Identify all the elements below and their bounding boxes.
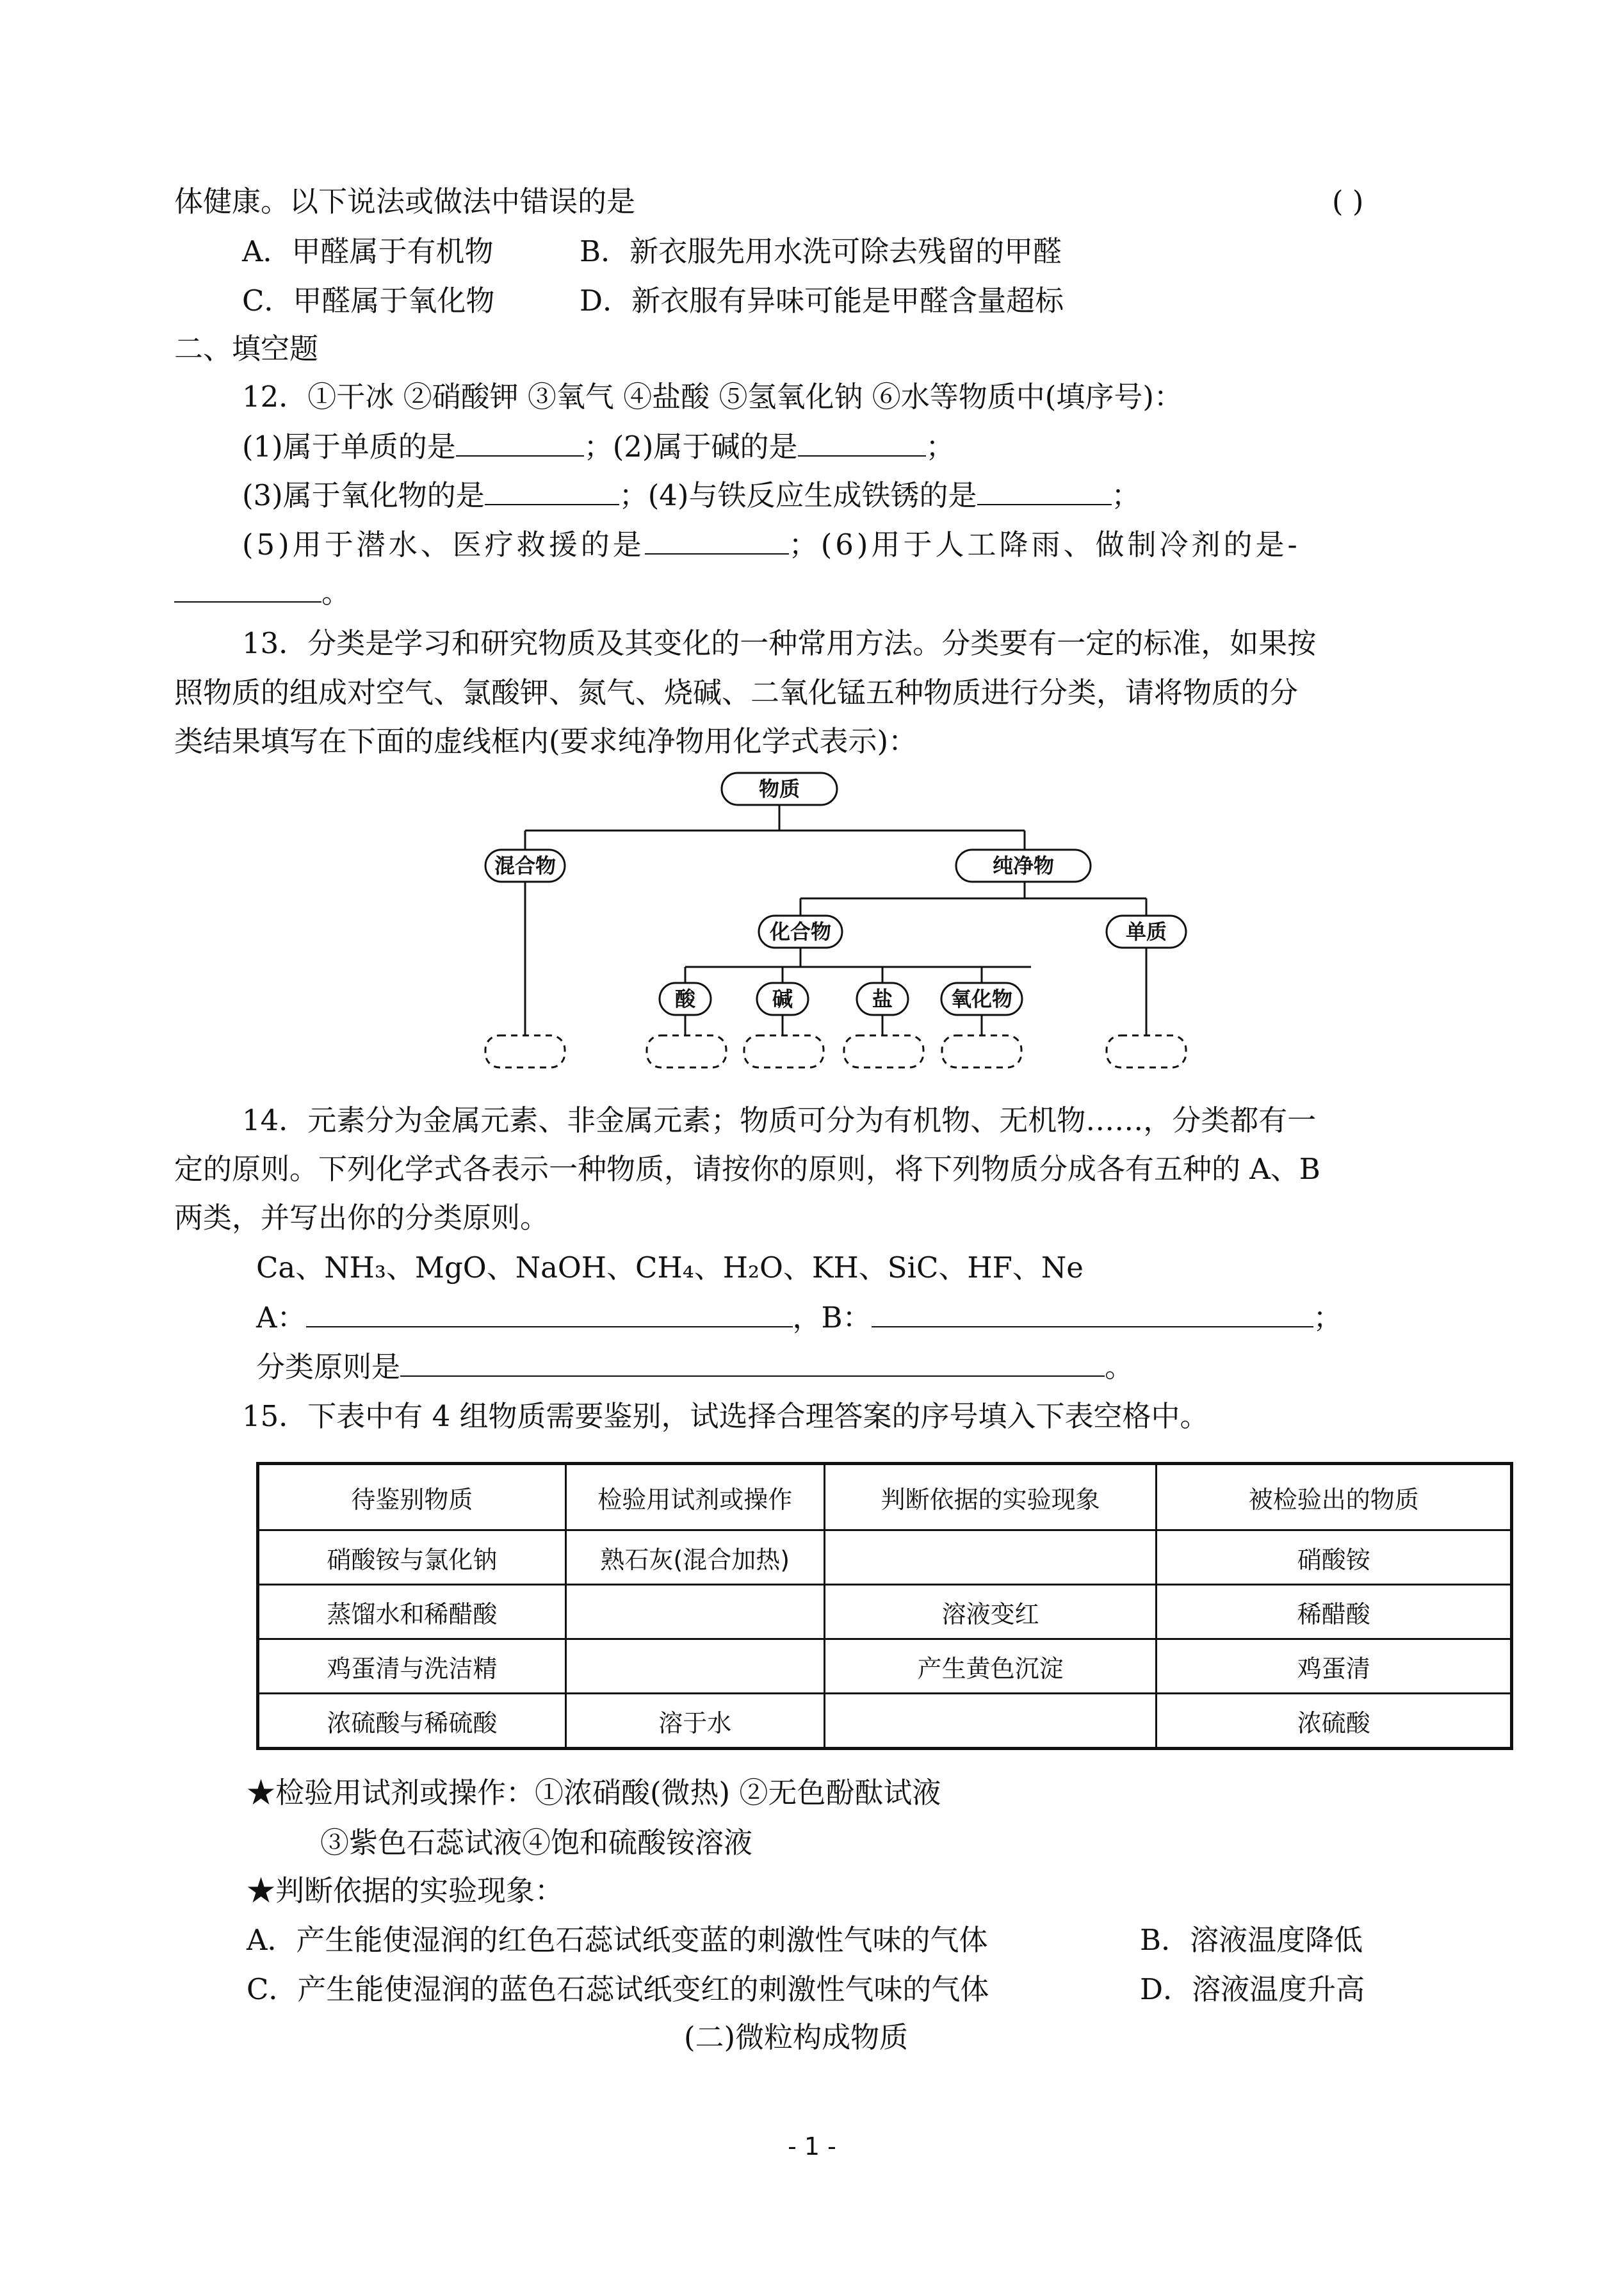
q12-part1-label: (1)属于单质的是 [242,430,456,464]
table-row [258,1530,1512,1585]
table-cell-blank[interactable] [565,1639,824,1694]
answer-box-mixture[interactable] [485,1035,565,1067]
q12-row1-end: ； [925,430,955,464]
q14-a-blank[interactable] [306,1298,793,1327]
q14-b-blank[interactable] [872,1298,1313,1327]
table-cell: 硝酸铵 [1157,1530,1512,1585]
node-acid: 酸 [674,987,696,1011]
q15-phenomenon-b: B．溶液温度降低 [1140,1923,1363,1957]
q12-stem: 12．①干冰 ②硝酸钾 ③氧气 ④盐酸 ⑤氢氧化钠 ⑥水等物质中(填序号)： [242,380,1183,414]
q11-option-a: A．甲醛属于有机物 [242,234,494,268]
q15-reagents-line2: ③紫色石蕊试液④饱和硫酸铵溶液 [320,1826,753,1860]
q13-line1: 13．分类是学习和研究物质及其变化的一种常用方法。分类要有一定的标准，如果按 [242,626,1317,660]
table-cell: 熟石灰(混合加热) [565,1530,824,1585]
q15-phenomenon-d: D．溶液温度升高 [1140,1972,1365,2006]
table-cell-blank[interactable] [824,1694,1157,1749]
q14-principle-end: 。 [1105,1350,1134,1384]
q14-principle-row [256,1347,1133,1386]
table-header-cell: 检验用试剂或操作 [565,1464,824,1530]
table-row [258,1639,1512,1694]
q12-row1 [242,427,955,466]
q11-stem-tail: 体健康。以下说法或做法中错误的是 [174,184,636,218]
q12-part2-label: ；(2)属于碱的是 [583,430,798,464]
q14-b-label: ，B： [792,1301,872,1334]
q12-blank-5[interactable] [645,525,789,555]
table-cell: 鸡蛋清与洗洁精 [258,1639,566,1694]
q14-principle-label: 分类原则是 [256,1350,401,1384]
q15-phenomena-title: ★判断依据的实验现象： [247,1874,564,1908]
q15-phenomenon-a: A．产生能使湿润的红色石蕊试纸变蓝的刺激性气味的气体 [247,1923,988,1957]
table-header-cell: 判断依据的实验现象 [824,1464,1157,1530]
table-cell-blank[interactable] [824,1530,1157,1585]
q12-blank-6[interactable] [174,573,321,603]
table-header-cell: 被检验出的物质 [1157,1464,1512,1530]
q11-answer-paren: ( ) [1332,184,1364,218]
table-cell: 浓硫酸 [1157,1694,1512,1749]
table-cell: 硝酸铵与氯化钠 [258,1530,566,1585]
q14-line1: 14．元素分为金属元素、非金属元素；物质可分为有机物、无机物……，分类都有一 [242,1103,1317,1137]
q12-part6-label: ；(6)用于人工降雨、做制冷剂的是- [788,528,1301,562]
page-number: - 1 - [788,2132,836,2161]
node-base: 碱 [772,987,793,1011]
answer-box-salt[interactable] [844,1035,923,1067]
q14-line2: 定的原则。下列化学式各表示一种物质，请按你的原则，将下列物质分成各有五种的 A、B [174,1152,1320,1186]
table-row [258,1585,1512,1639]
q12-blank-1[interactable] [456,427,584,457]
q14-line3: 两类，并写出你的分类原则。 [174,1201,549,1235]
q12-part5-label: (5)用于潜水、医疗救援的是 [242,528,645,562]
q12-row4 [174,573,350,612]
table-header-row [258,1464,1512,1530]
q15-phenomenon-c: C．产生能使湿润的蓝色石蕊试纸变红的刺激性气味的气体 [247,1972,989,2006]
node-salt: 盐 [872,987,893,1011]
node-mixture: 混合物 [494,854,556,878]
table-cell: 鸡蛋清 [1157,1639,1512,1694]
next-section-heading: (二)微粒构成物质 [684,2020,909,2054]
q14-b-end: ； [1313,1301,1342,1334]
table-cell: 溶于水 [565,1694,824,1749]
table-header-cell: 待鉴别物质 [258,1464,566,1530]
q11-option-d: D．新衣服有异味可能是甲醛含量超标 [580,284,1064,318]
node-root: 物质 [758,777,800,801]
q12-blank-3[interactable] [485,476,619,505]
table-row [258,1694,1512,1749]
node-compound: 化合物 [769,920,832,944]
node-element: 单质 [1125,920,1167,944]
table-cell-blank[interactable] [565,1585,824,1639]
node-pure-substance: 纯净物 [992,854,1055,878]
q12-row4-end: 。 [321,576,351,610]
answer-box-element[interactable] [1107,1035,1186,1067]
q14-answer-row [256,1298,1342,1337]
q11-option-b: B．新衣服先用水洗可除去残留的甲醛 [580,234,1062,268]
q14-a-label: A： [256,1301,306,1334]
q12-row2-end: ； [1111,478,1141,512]
section-heading-fill-in: 二、填空题 [174,332,319,366]
node-oxide: 氧化物 [950,987,1013,1011]
q15-reagents-line1: ★检验用试剂或操作：①浓硝酸(微热) ②无色酚酞试液 [247,1776,941,1810]
table-cell: 产生黄色沉淀 [824,1639,1157,1694]
q12-row3 [242,525,1301,564]
q12-part3-label: (3)属于氧化物的是 [242,478,485,512]
table-cell: 稀醋酸 [1157,1585,1512,1639]
table-cell: 蒸馏水和稀醋酸 [258,1585,566,1639]
identification-table [256,1462,1513,1750]
q12-row2 [242,476,1141,515]
q14-formulas: Ca、NH₃、MgO、NaOH、CH₄、H₂O、KH、SiC、HF、Ne [256,1251,1084,1285]
q12-part4-label: ；(4)与铁反应生成铁锈的是 [619,478,977,512]
q13-line3: 类结果填写在下面的虚线框内(要求纯净物用化学式表示)： [174,724,918,758]
q14-principle-blank[interactable] [400,1347,1105,1377]
q13-line2: 照物质的组成对空气、氯酸钾、氮气、烧碱、二氧化锰五种物质进行分类，请将物质的分 [174,676,1299,710]
table-cell: 浓硫酸与稀硫酸 [258,1694,566,1749]
q11-option-c: C．甲醛属于氧化物 [242,284,495,318]
table-cell: 溶液变红 [824,1585,1157,1639]
q12-blank-4[interactable] [977,476,1112,505]
answer-box-oxide[interactable] [942,1035,1021,1067]
answer-box-acid[interactable] [647,1035,726,1067]
answer-box-base[interactable] [744,1035,824,1067]
classification-diagram [474,772,1217,1079]
q12-blank-2[interactable] [798,427,926,457]
q15-stem: 15．下表中有 4 组物质需要鉴别，试选择合理答案的序号填入下表空格中。 [242,1399,1209,1433]
